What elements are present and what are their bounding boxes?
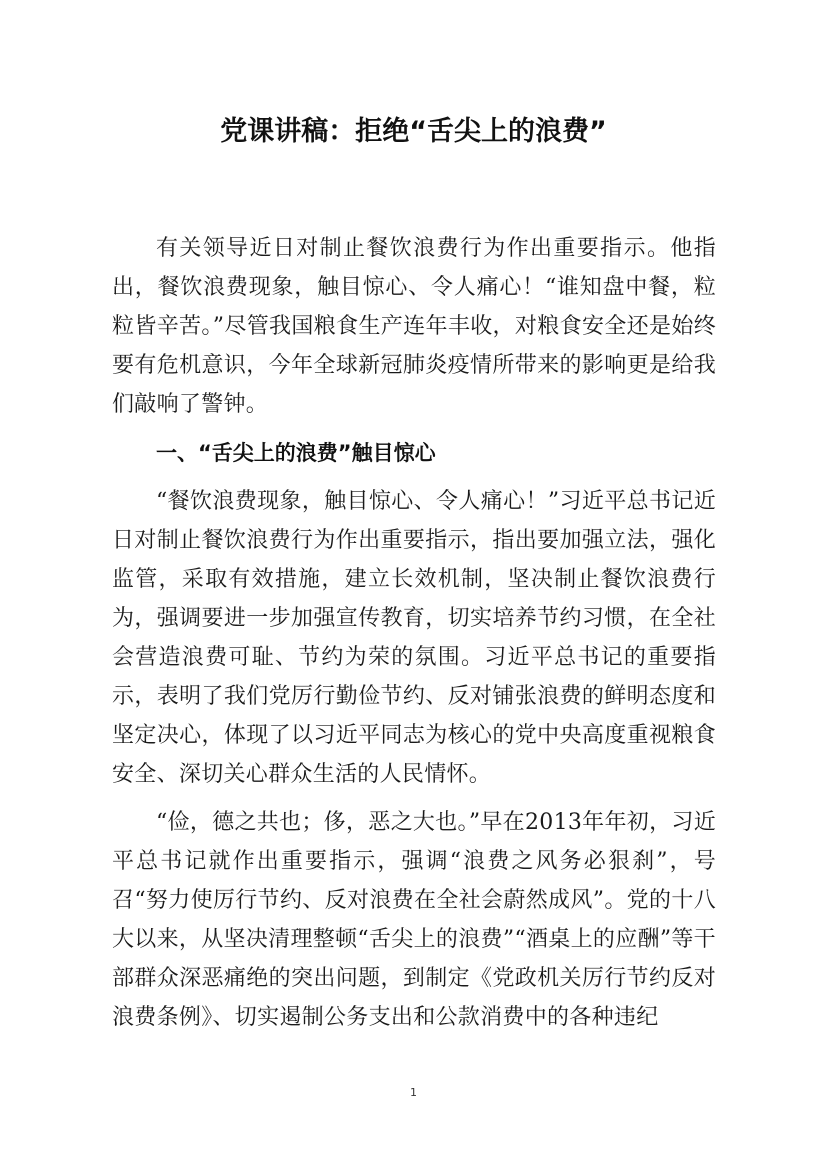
body-paragraph: “俭，德之共也；侈，恶之大也。”早在2013年年初，习近平总书记就作出重要指示，强调“浪费之风务必狠刹”，号召“努力使厉行节约、反对浪费在全社会蔚然成风”。党的十八大以来，从坚决清理整顿“舌尖上的浪费”“酒桌上的应酬”等干部群众深恶痛绝的突出问题，到制定《党政机关厉行节约反对浪费条例》、切实遏制公务支出和公款消费中的各种违纪 — [112, 810, 716, 1030]
intro-paragraph: 有关领导近日对制止餐饮浪费行为作出重要指示。他指出，餐饮浪费现象，触目惊心、令人痛心！“谁知盘中餐，粒粒皆辛苦。”尽管我国粮食生产连年丰收，对粮食安全还是始终要有危机意识，今年全球新冠肺炎疫情所带来的影响更是给我们敲响了警钟。 — [112, 236, 716, 417]
section-heading: 一、“舌尖上的浪费”触目惊心 — [156, 441, 436, 465]
document-title: 党课讲稿：拒绝“舌尖上的浪费” — [220, 116, 607, 147]
body-paragraph: “餐饮浪费现象，触目惊心、令人痛心！”习近平总书记近日对制止餐饮浪费行为作出重要指示，指出要加强立法，强化监管，采取有效措施，建立长效机制，坚决制止餐饮浪费行为，强调要进一步加强宣传教育，切实培养节约习惯，在全社会营造浪费可耻、节约为荣的氛围。习近平总书记的重要指示，表明了我们党厉行勤俭节约、反对铺张浪费的鲜明态度和坚定决心，体现了以习近平同志为核心的党中央高度重视粮食安全、深切关心群众生活的人民情怀。 — [112, 489, 716, 787]
page-number: 1 — [410, 1086, 417, 1099]
document-body — [112, 229, 716, 1037]
